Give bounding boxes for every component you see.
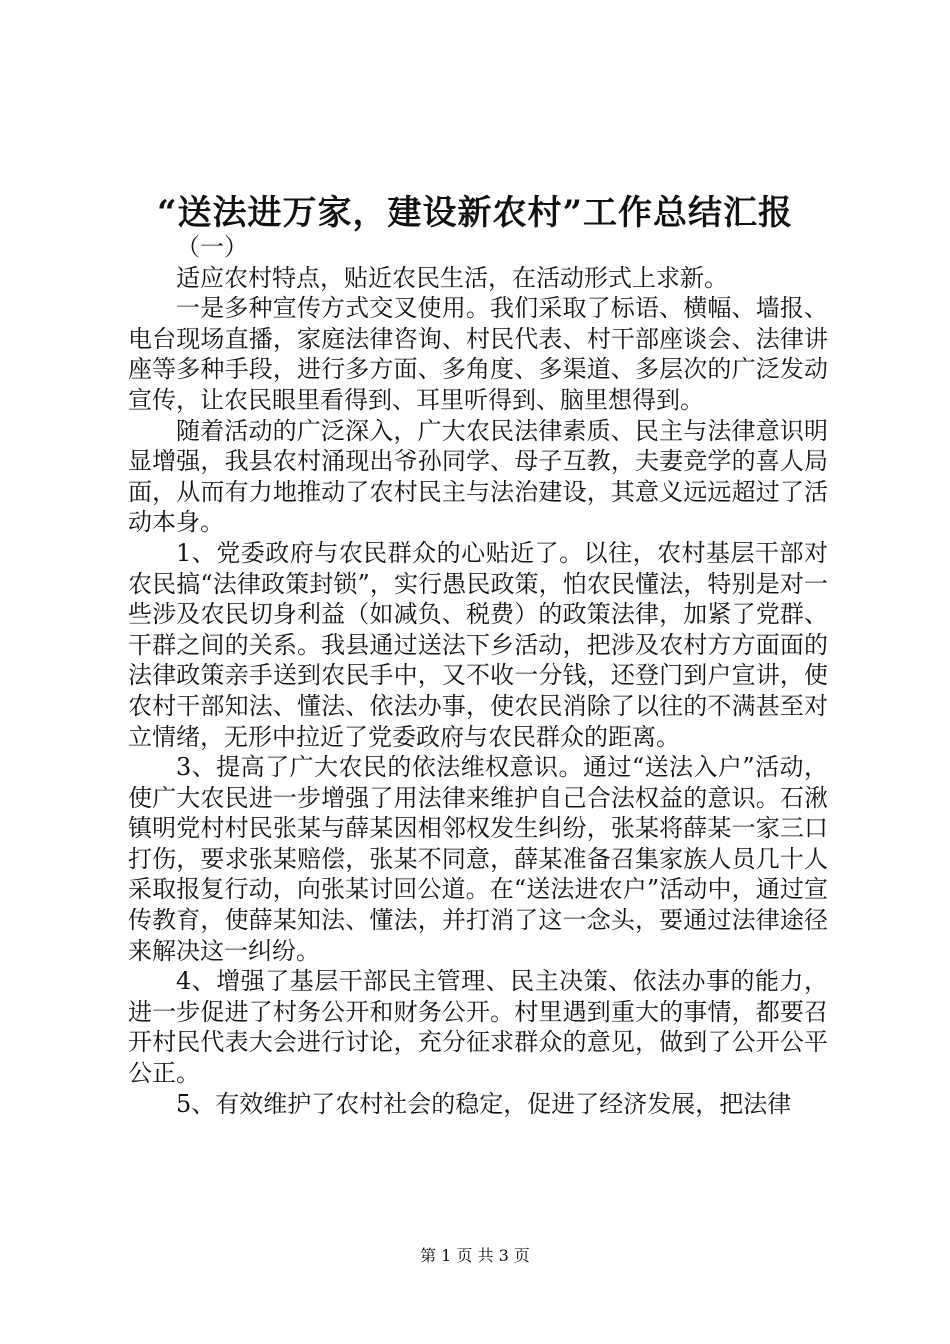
body-paragraph: 3、提高了广大农民的依法维权意识。通过“送法入户”活动，使广大农民进一步增强了用法律来维护自己合法权益的意识。石湫镇明党村村民张某与薛某因相邻权发生纠纷，张某将薛某一家三口打伤，要求张某赔偿，张某不同意，薛某准备召集家族人员几十人采取报复行动，向张某讨回公道。在“送法进农户”活动中，通过宣传教育，使薛某知法、懂法，并打消了这一念头，要通过法律途径来解决这一纠纷。 <box>128 753 828 965</box>
body-paragraph: 一是多种宣传方式交叉使用。我们采取了标语、横幅、墙报、电台现场直播，家庭法律咨询、村民代表、村干部座谈会、法律讲座等多种手段，进行多方面、多角度、多渠道、多层次的广泛发动宣传，让农民眼里看得到、耳里听得到、脑里想得到。 <box>128 294 828 414</box>
body-paragraph: 4、增强了基层干部民主管理、民主决策、依法办事的能力，进一步促进了村务公开和财务公开。村里遇到重大的事情，都要召开村民代表大会进行讨论，充分征求群众的意见，做到了公开公平公正。 <box>128 967 828 1088</box>
section-heading: （一） <box>176 233 248 261</box>
document-body <box>128 232 828 1119</box>
body-paragraph: 1、党委政府与农民群众的心贴近了。以往，农村基层干部对农民搞“法律政策封锁”，实行愚民政策，怕农民懂法，特别是对一些涉及农民切身利益（如减负、税费）的政策法律，加紧了党群、干群之间的关系。我县通过送法下乡活动，把涉及农村方方面面的法律政策亲手送到农民手中，又不收一分钱，还登门到户宣讲，使农村干部知法、懂法、依法办事，使农民消除了以往的不满甚至对立情绪，无形中拉近了党委政府与农民群众的距离。 <box>128 538 828 751</box>
page-footer: 第 1 页 共 3 页 <box>420 1246 530 1265</box>
document-title: “送法进万家，建设新农村”工作总结汇报 <box>156 193 794 233</box>
body-paragraph: 5、有效维护了农村社会的稳定，促进了经济发展，把法律 <box>176 1089 792 1118</box>
body-paragraph: 随着活动的广泛深入，广大农民法律素质、民主与法律意识明显增强，我县农村涌现出爷孙同学、母子互教，夫妻竞学的喜人局面，从而有力地推动了农村民主与法治建设，其意义远远超过了活动本身。 <box>128 416 828 537</box>
body-paragraph: 适应农村特点，贴近农民生活，在活动形式上求新。 <box>176 263 728 292</box>
